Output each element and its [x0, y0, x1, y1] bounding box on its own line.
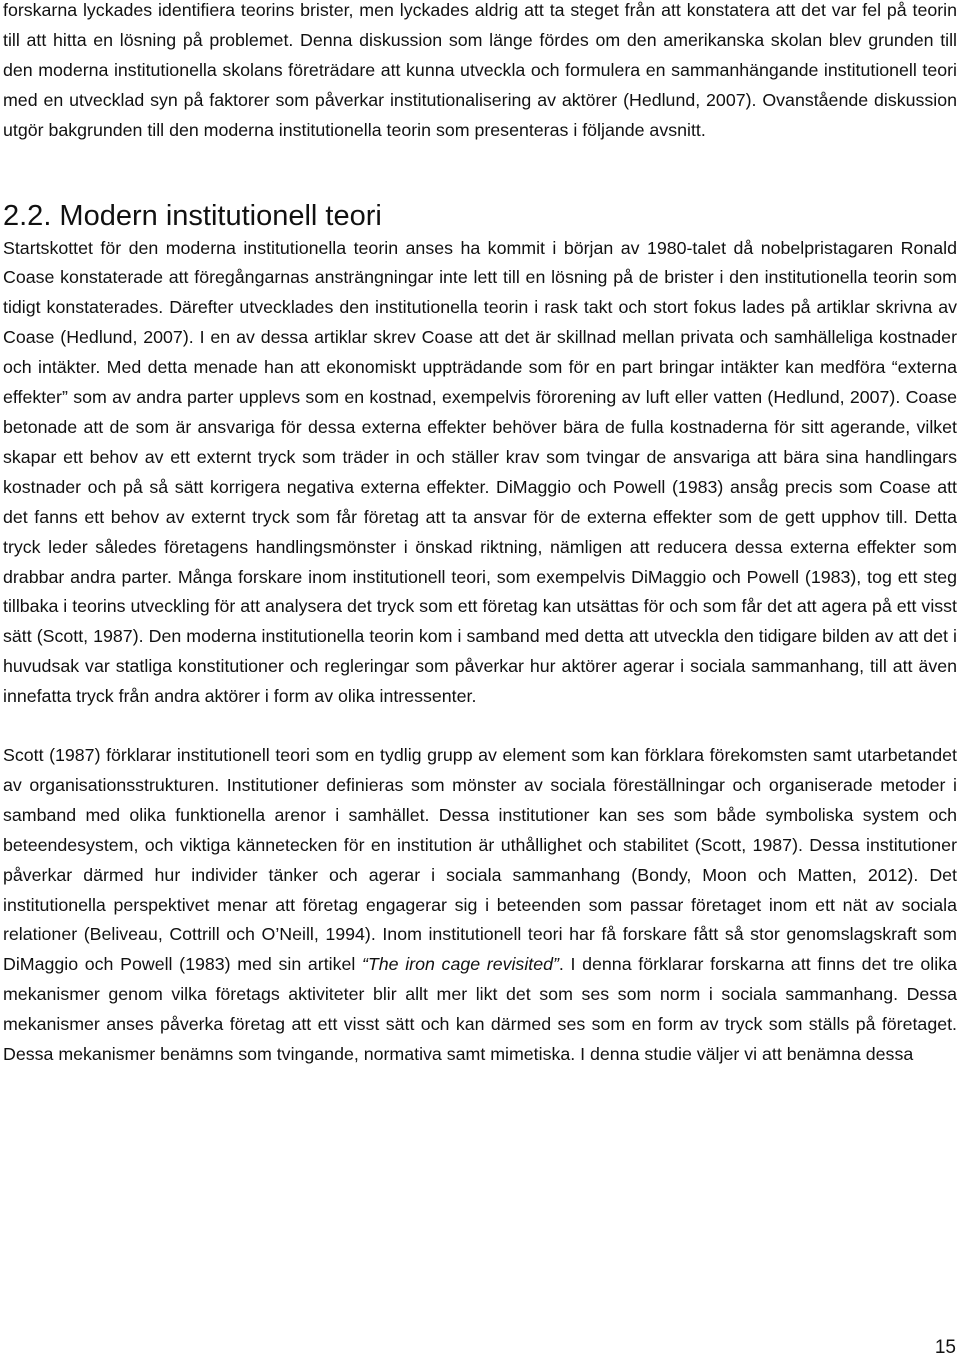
paragraph-2-text-start: Scott (1987) förklarar institutionell teori som en tydlig grupp av element som kan förklara förekomsten samt utarbetandet av organisationsstrukturen. Institutioner definieras som mönster av sociala föreställningar och organiserade metoder i samband med olika funktionella arenor i samhället. Dessa institutioner kan ses som både symboliska system och beteendesystem, och viktiga kännetecken för en institution är uthållighet och stabilitet (Scott, 1987). Dessa institutioner påverkar därmed hur individer tänker och agerar i sociala sammanhang (Bondy, Moon och Matten, 2012). Det institutionella perspektivet menar att företag engagerar sig i beteenden som passar företaget inom ett nät av sociala relationer (Beliveau, Cottrill och O’Neill, 1994). Inom institutionell teori har få forskare fått så stor genomslagskraft som DiMaggio och Powell (1983) med sin artikel: [3, 745, 957, 975]
article-title: “The iron cage revisited”: [362, 954, 559, 975]
document-page: [3, 0, 957, 1070]
paragraph-2-text-end: . I denna förklarar forskarna att finns det tre olika mekanismer genom vilka företags aktiviteter blir allt mer likt det som ses som norm i sociala sammanhang. Dessa mekanismer anses påverka företag att ett visst sätt och kan därmed ses som en form av tryck som ställs på företaget. Dessa mekanismer benämns som tvingande, normativa samt mimetiska. I denna studie väljer vi att benämna dessa: [3, 954, 957, 1065]
section-heading: 2.2. Modern institutionell teori: [3, 199, 382, 232]
body-paragraph-2: [3, 741, 957, 1070]
page-number: 15: [934, 1337, 956, 1358]
intro-paragraph: forskarna lyckades identifiera teorins brister, men lyckades aldrig att ta steget från att konstatera att det var fel på teorin till att hitta en lösning på problemet. Denna diskussion som länge fördes om den amerikanska skolan blev grunden till den moderna institutionella skolans företrädare att kunna utveckla och formulera en sammanhängande institutionell teori med en utvecklad syn på faktorer som påverkar institutionalisering av aktörer (Hedlund, 2007). Ovanstående diskussion utgör bakgrunden till den moderna institutionella teorin som presenteras i följande avsnitt.: [3, 0, 957, 140]
paragraph-gap: [3, 712, 957, 741]
body-paragraph-1: Startskottet för den moderna institutionella teorin anses ha kommit i början av 1980-talet då nobelpristagaren Ronald Coase konstaterade att föregångarnas ansträngningar inte lett till en lösning på de brister i den institutionella teorin som tidigt konstaterades. Därefter utvecklades den institutionella teorin i rask takt och stort fokus lades på artiklar skrivna av Coase (Hedlund, 2007). I en av dessa artiklar skrev Coase att det är skillnad mellan privata och samhälleliga kostnader och intäkter. Med detta menade han att ekonomiskt uppträdande som för en part bringar intäkter kan medföra “externa effekter” som av andra parter upplevs som en kostnad, exempelvis förorening av luft eller vatten (Hedlund, 2007). Coase betonade att de som är ansvariga för dessa externa effekter behöver bära de fulla kostnaderna för sitt agerande, vilket skapar ett behov av ett externt tryck som träder in och ställer krav som tvingar de ansvariga att bära sina handlingars kostnader och på så sätt korrigera negativa externa effekter. DiMaggio och Powell (1983) ansåg precis som Coase att det fanns ett behov av externt tryck som får företag att ta ansvar för de externa effekter som de gett upphov till. Detta tryck leder således företagens handlingsmönster i önskad riktning, nämligen att reducera dessa externa effekter som drabbar andra parter. Många forskare inom institutionell teori, som exempelvis DiMaggio och Powell (1983), tog ett steg tillbaka i teorins utveckling för att analysera det tryck som ett företag kan utsättas för och som får det att agera på ett visst sätt (Scott, 1987). Den moderna institutionella teorin kom i samband med detta att utveckla den tidigare bilden av att det i huvudsak var statliga konstitutioner och regleringar som påverkar hur aktörer agerar i sociala sammanhang, till att även innefatta tryck från andra aktörer i form av olika intressenter.: [3, 237, 957, 707]
